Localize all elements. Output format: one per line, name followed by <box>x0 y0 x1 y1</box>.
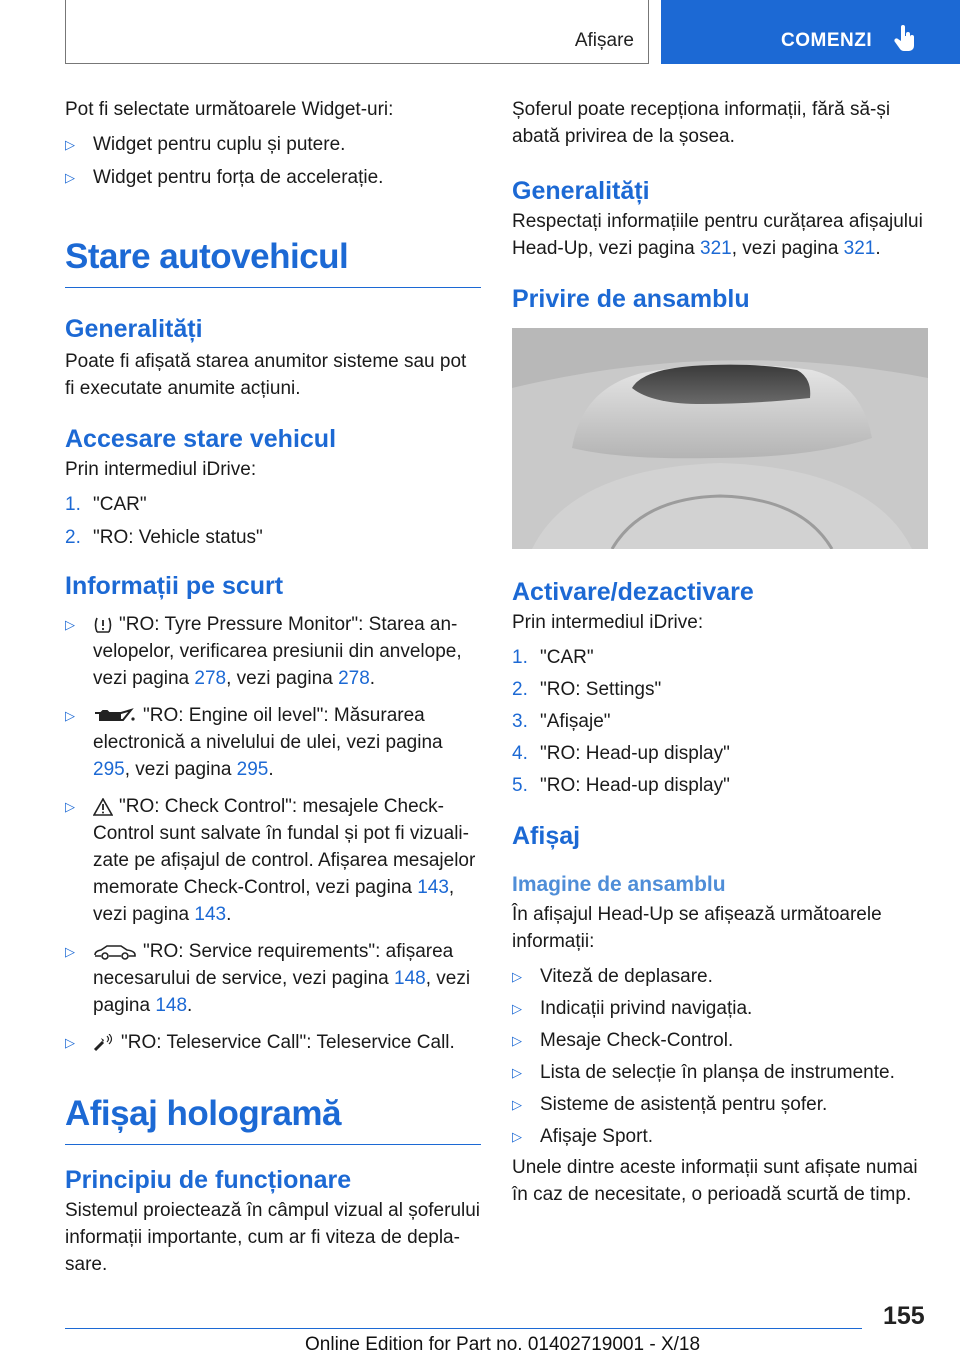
list-item: ▷ Afișaje Sport. <box>512 1123 928 1150</box>
page-number: 155 <box>883 1302 925 1330</box>
page-link[interactable]: 148 <box>155 995 188 1016</box>
step-item: 5. "RO: Head-up display" <box>512 775 730 796</box>
heading-afisaj: Afișaj <box>512 822 581 850</box>
step-item: 4. "RO: Head-up display" <box>512 743 730 764</box>
list-item: ▷ Viteză de deplasare. <box>512 963 928 990</box>
list-item: ▷ Widget pentru cuplu și putere. <box>65 131 481 158</box>
header-section-title: Afișare <box>574 30 634 51</box>
afisaj-outro: Unele dintre aceste informații sunt afișate numai în caz de necesitate, o perioadă scurtă de timp. <box>512 1157 918 1205</box>
activare-steps <box>512 644 928 799</box>
step-item: 1. "CAR" <box>512 647 594 668</box>
heading-generalitati: Generalități <box>65 315 203 343</box>
info-list <box>65 611 481 1056</box>
accesare-intro: Prin intermediul iDrive: <box>65 459 257 480</box>
principiu-text: Sistemul proiectează în câmpul vizual al șoferului informații importante, cum ar fi viteza de deplasare. <box>65 1200 481 1275</box>
heading-stare-autovehicul: Stare autovehicul <box>65 237 349 276</box>
warning-triangle-icon <box>93 798 113 816</box>
list-item: ▷ Widget pentru forța de accelerație. <box>65 164 481 191</box>
triangle-bullet-icon: ▷ <box>65 1035 75 1050</box>
heading-principiu: Principiu de funcționare <box>65 1166 352 1194</box>
accesare-steps <box>65 491 481 551</box>
info-item-service: ▷ "RO: Service requirements": afișarea necesarului de service, vezi pagina 148, vezi pagina 148. <box>65 938 481 1019</box>
triangle-bullet-icon: ▷ <box>65 944 75 959</box>
header-chapter-title: COMENZI <box>781 30 873 51</box>
hand-pointer-icon <box>893 24 919 52</box>
page-link[interactable]: 321 <box>700 238 732 259</box>
info-item-oil: ▷ "RO: Engine oil level": Măsurarea electronică a nivelului de ulei, vezi pagina 295, vezi pagina 295. <box>65 702 481 783</box>
activare-intro: Prin intermediul iDrive: <box>512 612 704 633</box>
widgets-list <box>65 131 481 191</box>
info-item-tyre: ▷ "RO: Tyre Pressure Monitor": Starea anvelopelor, verificarea presiunii din anvelope, vezi pagina 278, vezi pagina 278. <box>65 611 481 692</box>
header-chapter-tab[interactable] <box>661 0 960 64</box>
heading-accesare: Accesare stare vehicul <box>65 425 337 453</box>
tyre-pressure-icon <box>93 616 113 634</box>
triangle-bullet-icon: ▷ <box>512 969 522 984</box>
head-up-display-photo <box>512 328 928 549</box>
triangle-bullet-icon: ▷ <box>65 799 75 814</box>
page-link[interactable]: 278 <box>194 668 227 689</box>
oil-can-icon <box>93 708 137 724</box>
heading-rule <box>65 287 481 288</box>
triangle-bullet-icon: ▷ <box>512 1001 522 1016</box>
triangle-bullet-icon: ▷ <box>512 1097 522 1112</box>
step-item: 2. "RO: Settings" <box>512 679 662 700</box>
heading-rule <box>65 1144 481 1145</box>
page-link[interactable]: 295 <box>93 759 125 780</box>
triangle-bullet-icon: ▷ <box>65 137 75 152</box>
car-service-icon <box>93 944 137 960</box>
generalitati-text: Poate fi afișată starea anumitor sisteme sau pot fi executate anumite acțiuni. <box>65 351 467 399</box>
footer-rule <box>65 1328 862 1329</box>
wrench-signal-icon <box>93 1034 115 1052</box>
heading-informatii: Informații pe scurt <box>65 572 284 600</box>
triangle-bullet-icon: ▷ <box>512 1129 522 1144</box>
list-item: ▷ Mesaje Check-Control. <box>512 1027 928 1054</box>
triangle-bullet-icon: ▷ <box>65 617 75 632</box>
triangle-bullet-icon: ▷ <box>65 170 75 185</box>
page-link[interactable]: 321 <box>843 238 876 259</box>
info-item-check-control: ▷ "RO: Check Control": mesajele Check-Control sunt salvate în fundal și pot fi vizualizate pe afișajul de control. Afișarea mesajelor memorate Check-Control, vezi pagina 143, vezi pagina 143. <box>65 793 481 928</box>
step-item: 2. "RO: Vehicle status" <box>65 527 263 548</box>
info-item-teleservice: ▷ "RO: Teleservice Call": Teleservice Call. <box>65 1029 481 1056</box>
heading-activare: Activare/dezactivare <box>512 578 754 606</box>
heading-afisaj-holograma: Afișaj hologramă <box>65 1094 341 1133</box>
list-item: ▷ Sisteme de asistență pentru șofer. <box>512 1091 928 1118</box>
cleaning-text: Respectați informațiile pentru curățarea afișajului Head-Up, vezi pagina 321, vezi pagina 321. <box>512 211 923 259</box>
page-link[interactable]: 148 <box>394 968 426 989</box>
step-item: 3. "Afișaje" <box>512 711 611 732</box>
heading-imagine-ansamblu: Imagine de ansamblu <box>512 873 726 896</box>
heading-privire-ansamblu: Privire de ansamblu <box>512 285 750 313</box>
page-link[interactable]: 143 <box>417 877 449 898</box>
left-column <box>65 96 481 1278</box>
widgets-intro: Pot fi selectate următoarele Widget-uri: <box>65 99 394 120</box>
list-item: ▷ Lista de selecție în planșa de instrumente. <box>512 1059 928 1086</box>
page-link[interactable]: 143 <box>194 904 227 925</box>
right-column <box>512 96 928 1208</box>
triangle-bullet-icon: ▷ <box>512 1033 522 1048</box>
triangle-bullet-icon: ▷ <box>65 708 75 723</box>
page-link[interactable]: 295 <box>236 759 269 780</box>
afisaj-intro: În afișajul Head-Up se afișează următoarele informații: <box>512 904 882 952</box>
step-item: 1. "CAR" <box>65 494 147 515</box>
footer-edition: Online Edition for Part no. 01402719001 - X/18 <box>305 1334 701 1355</box>
afisaj-list <box>512 963 928 1150</box>
hud-photo-drawing <box>512 328 928 549</box>
header-section-box <box>65 0 649 64</box>
list-item: ▷ Indicații privind navigația. <box>512 995 928 1022</box>
triangle-bullet-icon: ▷ <box>512 1065 522 1080</box>
heading-generalitati-right: Generalități <box>512 177 650 205</box>
page-link[interactable]: 278 <box>338 668 370 689</box>
driver-text: Șoferul poate recepționa informații, fără să-și abată privirea de la șosea. <box>512 99 891 147</box>
